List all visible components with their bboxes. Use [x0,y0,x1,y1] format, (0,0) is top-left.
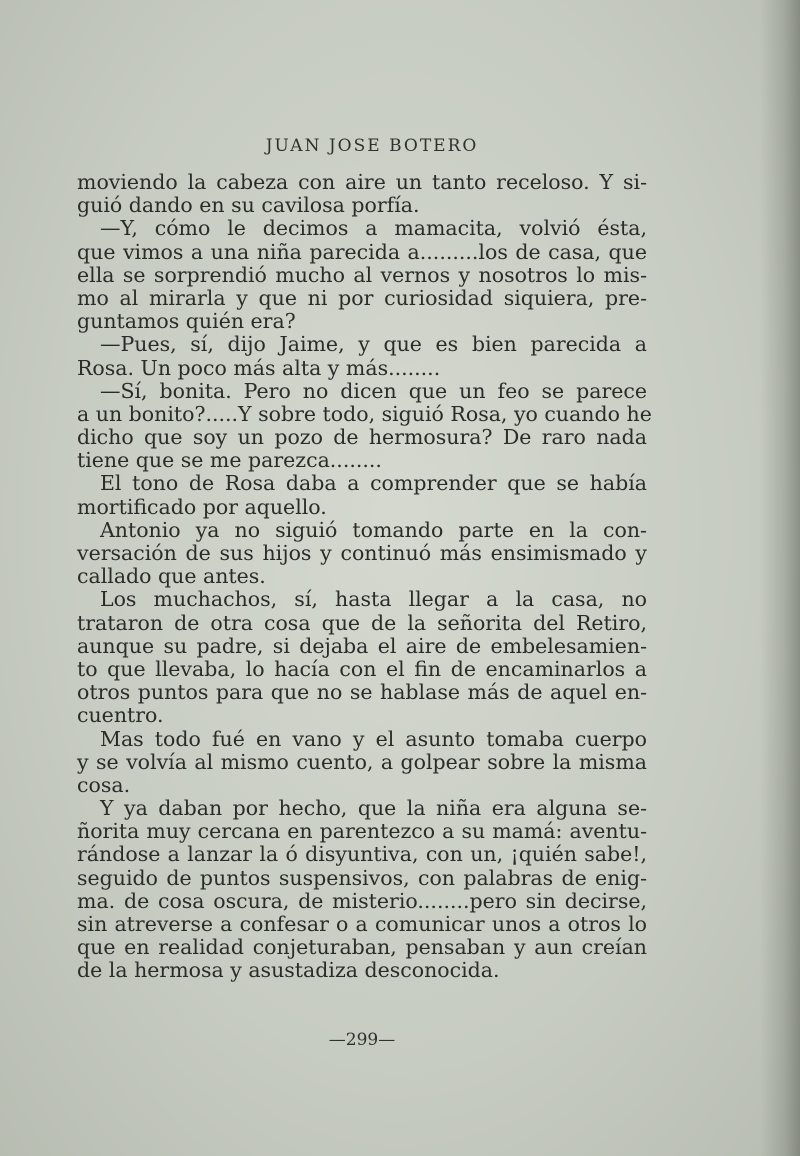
text-line: Los muchachos, sí, hasta llegar a la casa, no [99,587,647,612]
text-line: sin atreverse a confesar o a comunicar unos a otros lo [77,912,647,936]
text-line: ñorita muy cercana en parentezco a su mamá: aventu- [77,819,647,844]
text-line: que en realidad conjeturaban, pensaban y aun creían [77,935,647,960]
text-line: guntamos quién era? [77,309,296,334]
text-line: a un bonito?.....Y sobre todo, siguió Rosa, yo cuando he [77,401,652,426]
text-line: tiene que se me parezca........ [77,448,382,473]
text-line: dicho que soy un pozo de hermosura? De raro nada [77,425,647,450]
text-line: aunque su padre, si dejaba el aire de embelesamien- [77,633,647,658]
text-line: y se volvía al mismo cuento, a golpear sobre la misma [77,749,647,774]
text-line: trataron de otra cosa que de la señorita del Retiro, [77,610,647,635]
text-line: que vimos a una niña parecida a.........los de casa, que [77,239,647,264]
text-line: mo al mirarla y que ni por curiosidad siquiera, pre- [77,285,647,310]
text-line: cuentro. [77,703,164,728]
text-line: versación de sus hijos y continuó más ensimismado y [77,541,647,565]
text-line: Y ya daban por hecho, que la niña era alguna se- [99,796,647,821]
text-line: —Pues, sí, dijo Jaime, y que es bien parecida a [99,332,647,357]
text-line: callado que antes. [77,564,266,589]
text-line: Antonio ya no siguió tomando parte en la con- [99,517,647,542]
page-number-text: —299— [328,1030,396,1050]
text-line: to que llevaba, lo hacía con el fin de encaminarlos a [77,656,647,681]
text-line: moviendo la cabeza con aire un tanto receloso. Y si- [77,170,647,194]
text-line: guió dando en su cavilosa porfía. [77,193,420,218]
running-head-text: JUAN JOSE BOTERO [265,136,479,156]
text-line: ma. de cosa oscura, de misterio........pero sin decirse, [77,888,647,913]
text-line: —Sí, bonita. Pero no dicen que un feo se parece [99,378,647,403]
text-line: rándose a lanzar la ó disyuntiva, con un, ¡quién sabe!, [77,842,647,867]
text-line: ella se sorprendió mucho al vernos y nosotros lo mis- [77,262,647,287]
text-line: Mas todo fué en vano y el asunto tomaba cuerpo [99,726,647,751]
text-line: —Y, cómo le decimos a mamacita, volvió ésta, [99,216,647,241]
text-line: de la hermosa y asustadiza desconocida. [77,958,500,983]
page-edge-shadow [760,0,800,1156]
text-line: otros puntos para que no se hablase más de aquel en- [77,680,647,705]
text-line: cosa. [77,772,131,797]
text-line: seguido de puntos suspensivos, con palabras de enig- [77,865,647,890]
text-line: Rosa. Un poco más alta y más........ [77,355,441,380]
text-line: El tono de Rosa daba a comprender que se había [99,471,647,496]
text-line: mortificado por aquello. [77,494,327,519]
running-head [0,136,800,156]
body-text [77,170,652,983]
page-number [0,1030,800,1050]
